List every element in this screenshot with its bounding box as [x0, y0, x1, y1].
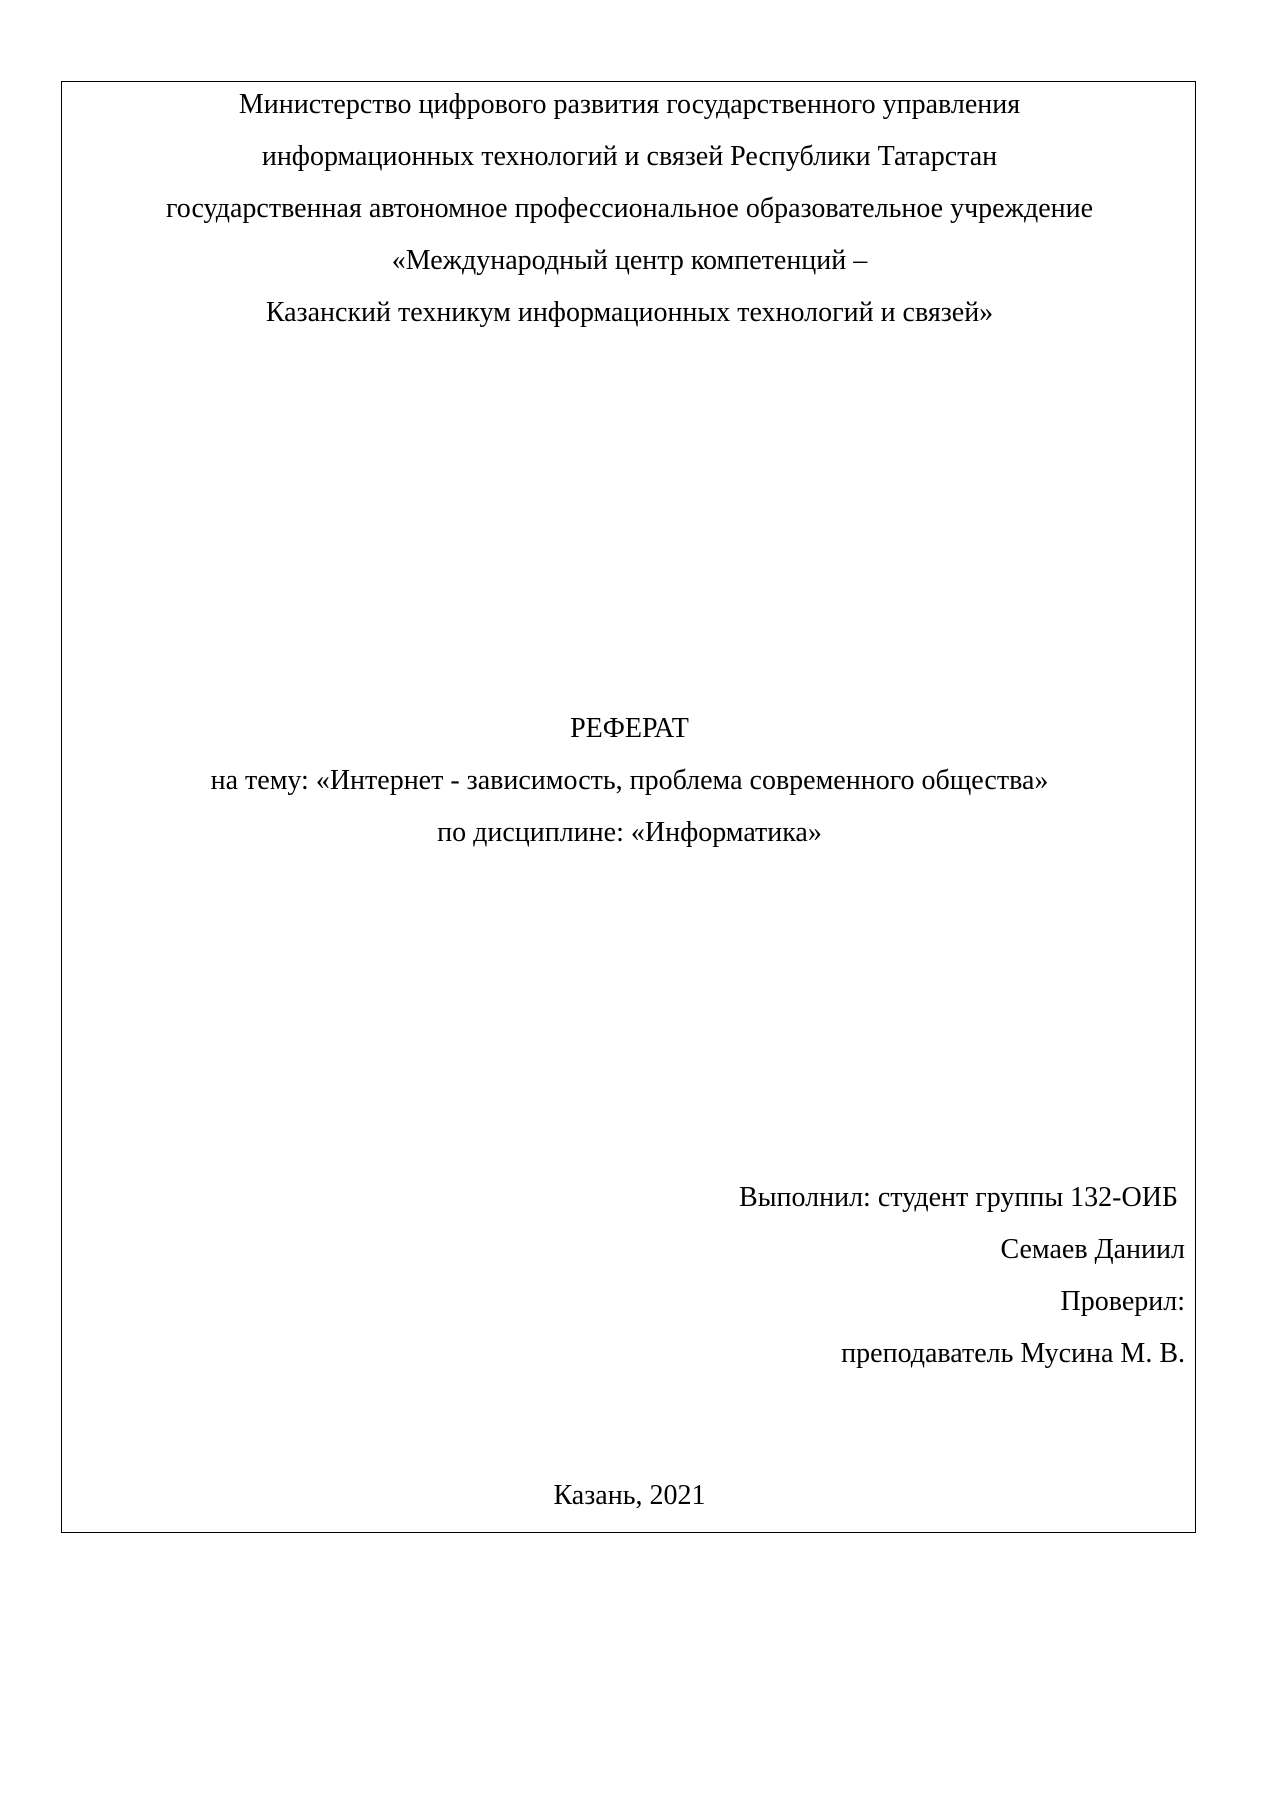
institution-name-line-1: «Международный центр компетенций – — [391, 245, 868, 276]
title-page-frame — [61, 81, 1196, 1533]
checked-by-label: Проверил: — [1060, 1286, 1185, 1317]
document-discipline: по дисциплине: «Информатика» — [437, 817, 822, 848]
ministry-line-1: Министерство цифрового развития государственного управления — [238, 89, 1021, 120]
document-heading: РЕФЕРАТ — [570, 713, 689, 744]
city-year: Казань, 2021 — [553, 1480, 706, 1511]
student-name: Семаев Даниил — [1000, 1234, 1185, 1265]
performed-by-line: Выполнил: студент группы 132-ОИБ — [739, 1182, 1185, 1213]
institution-name-line-2: Казанский техникум информационных технологий и связей» — [265, 297, 994, 328]
ministry-line-2: информационных технологий и связей Республики Татарстан — [261, 141, 998, 172]
institution-type-line: государственная автономное профессиональное образовательное учреждение — [165, 193, 1094, 224]
document-topic: на тему: «Интернет - зависимость, проблема современного общества» — [210, 765, 1049, 796]
teacher-name: преподаватель Мусина М. В. — [841, 1338, 1185, 1369]
